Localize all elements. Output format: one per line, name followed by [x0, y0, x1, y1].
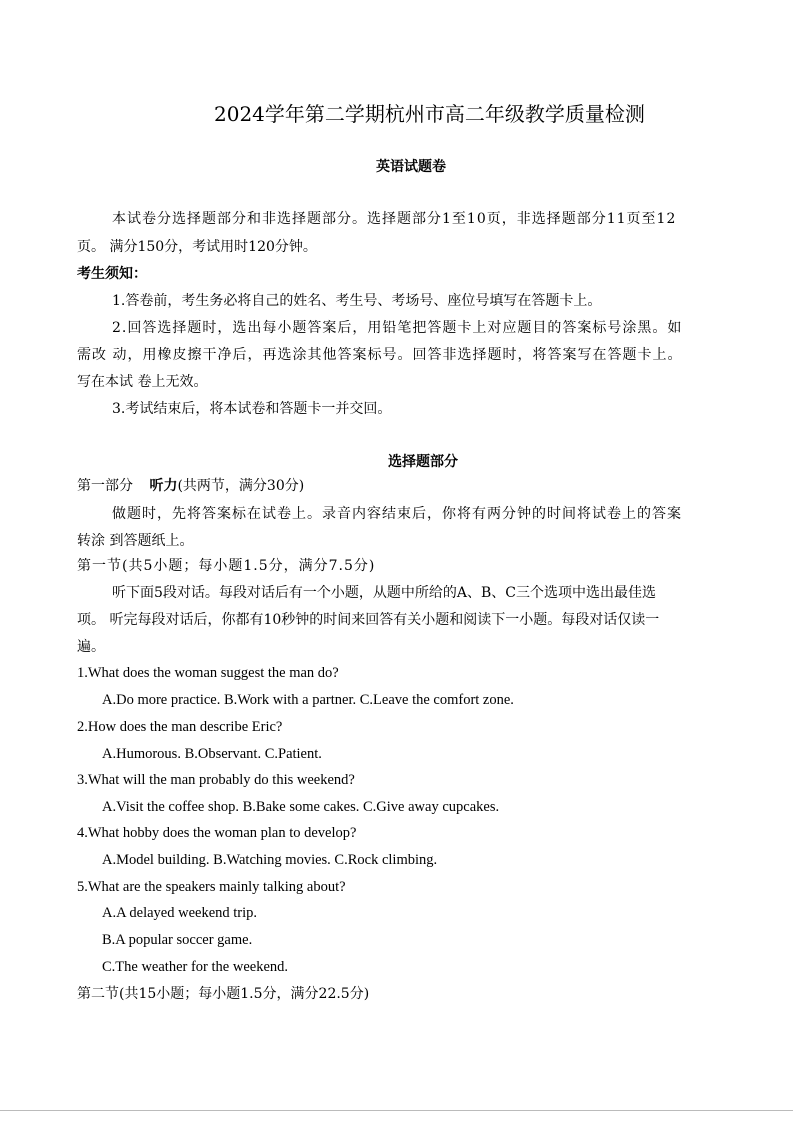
section-2-header: 第二节(共15小题；每小题1.5分，满分22.5分): [77, 986, 370, 1002]
section-1-instruction-line-1: 听下面5段对话。每段对话后有一个小题，从题中所给的A、B、C三个选项中选出最佳选: [112, 585, 657, 601]
section-1-instruction-line-2: 项。 听完每段对话后，你都有10秒钟的时间来回答有关小题和阅读下一小题。每段对话仅读一: [77, 612, 660, 628]
question-2-stem: 2.How does the man describe Eric?: [77, 719, 283, 735]
intro-line-1: 本试卷分选择题部分和非选择题部分。选择题部分1至10页，非选择题部分11页至12: [112, 211, 677, 227]
question-5-stem: 5.What are the speakers mainly talking about?: [77, 879, 346, 895]
notice-heading: 考生须知：: [77, 266, 147, 282]
notice-item-2-line-2: 需改 动，用橡皮擦干净后，再选涂其他答案标号。回答非选择题时，将答案写在答题卡上。: [77, 347, 683, 363]
part-1-prefix: 第一部分: [77, 478, 133, 494]
notice-item-1: 1.答卷前，考生务必将自己的姓名、考生号、考场号、座位号填写在答题卡上。: [112, 293, 602, 309]
question-1-stem: 1.What does the woman suggest the man do?: [77, 665, 339, 681]
question-4-stem: 4.What hobby does the woman plan to develop?: [77, 825, 357, 841]
question-5-option-b: B.A popular soccer game.: [102, 932, 253, 948]
question-4-options: A.Model building. B.Watching movies. C.Rock climbing.: [102, 852, 438, 868]
question-3-options: A.Visit the coffee shop. B.Bake some cakes. C.Give away cupcakes.: [102, 799, 500, 815]
notice-item-2-line-1: 2.回答选择题时，选出每小题答案后，用铅笔把答题卡上对应题目的答案标号涂黑。如: [112, 320, 683, 336]
exam-title: 2024学年第二学期杭州市高二年级教学质量检测: [214, 102, 645, 126]
section-1-header: 第一节(共5小题；每小题1.5分，满分7.5分): [77, 558, 376, 574]
part-1-instruction-line-1: 做题时，先将答案标在试卷上。录音内容结束后，你将有两分钟的时间将试卷上的答案: [112, 506, 682, 522]
notice-item-2-line-3: 写在本试 卷上无效。: [77, 374, 208, 390]
exam-subtitle: 英语试题卷: [376, 159, 446, 175]
part-1-bold-label: 听力: [149, 478, 178, 494]
footer-divider: [0, 1110, 793, 1111]
question-5-option-c: C.The weather for the weekend.: [102, 959, 289, 975]
part-1-instruction-line-2: 转涂 到答题纸上。: [77, 533, 194, 549]
part-1-header: [77, 477, 304, 495]
question-5-option-a: A.A delayed weekend trip.: [102, 905, 258, 921]
question-3-stem: 3.What will the man probably do this weekend?: [77, 772, 355, 788]
question-1-options: A.Do more practice. B.Work with a partner. C.Leave the comfort zone.: [102, 692, 514, 708]
section-heading: 选择题部分: [388, 454, 458, 470]
part-1-suffix: (共两节，满分30分): [177, 478, 305, 494]
notice-item-3: 3.考试结束后，将本试卷和答题卡一并交回。: [112, 401, 392, 417]
section-1-instruction-line-3: 遍。: [77, 639, 105, 655]
intro-line-2: 页。 满分150分，考试用时120分钟。: [77, 239, 317, 255]
question-2-options: A.Humorous. B.Observant. C.Patient.: [102, 746, 322, 762]
